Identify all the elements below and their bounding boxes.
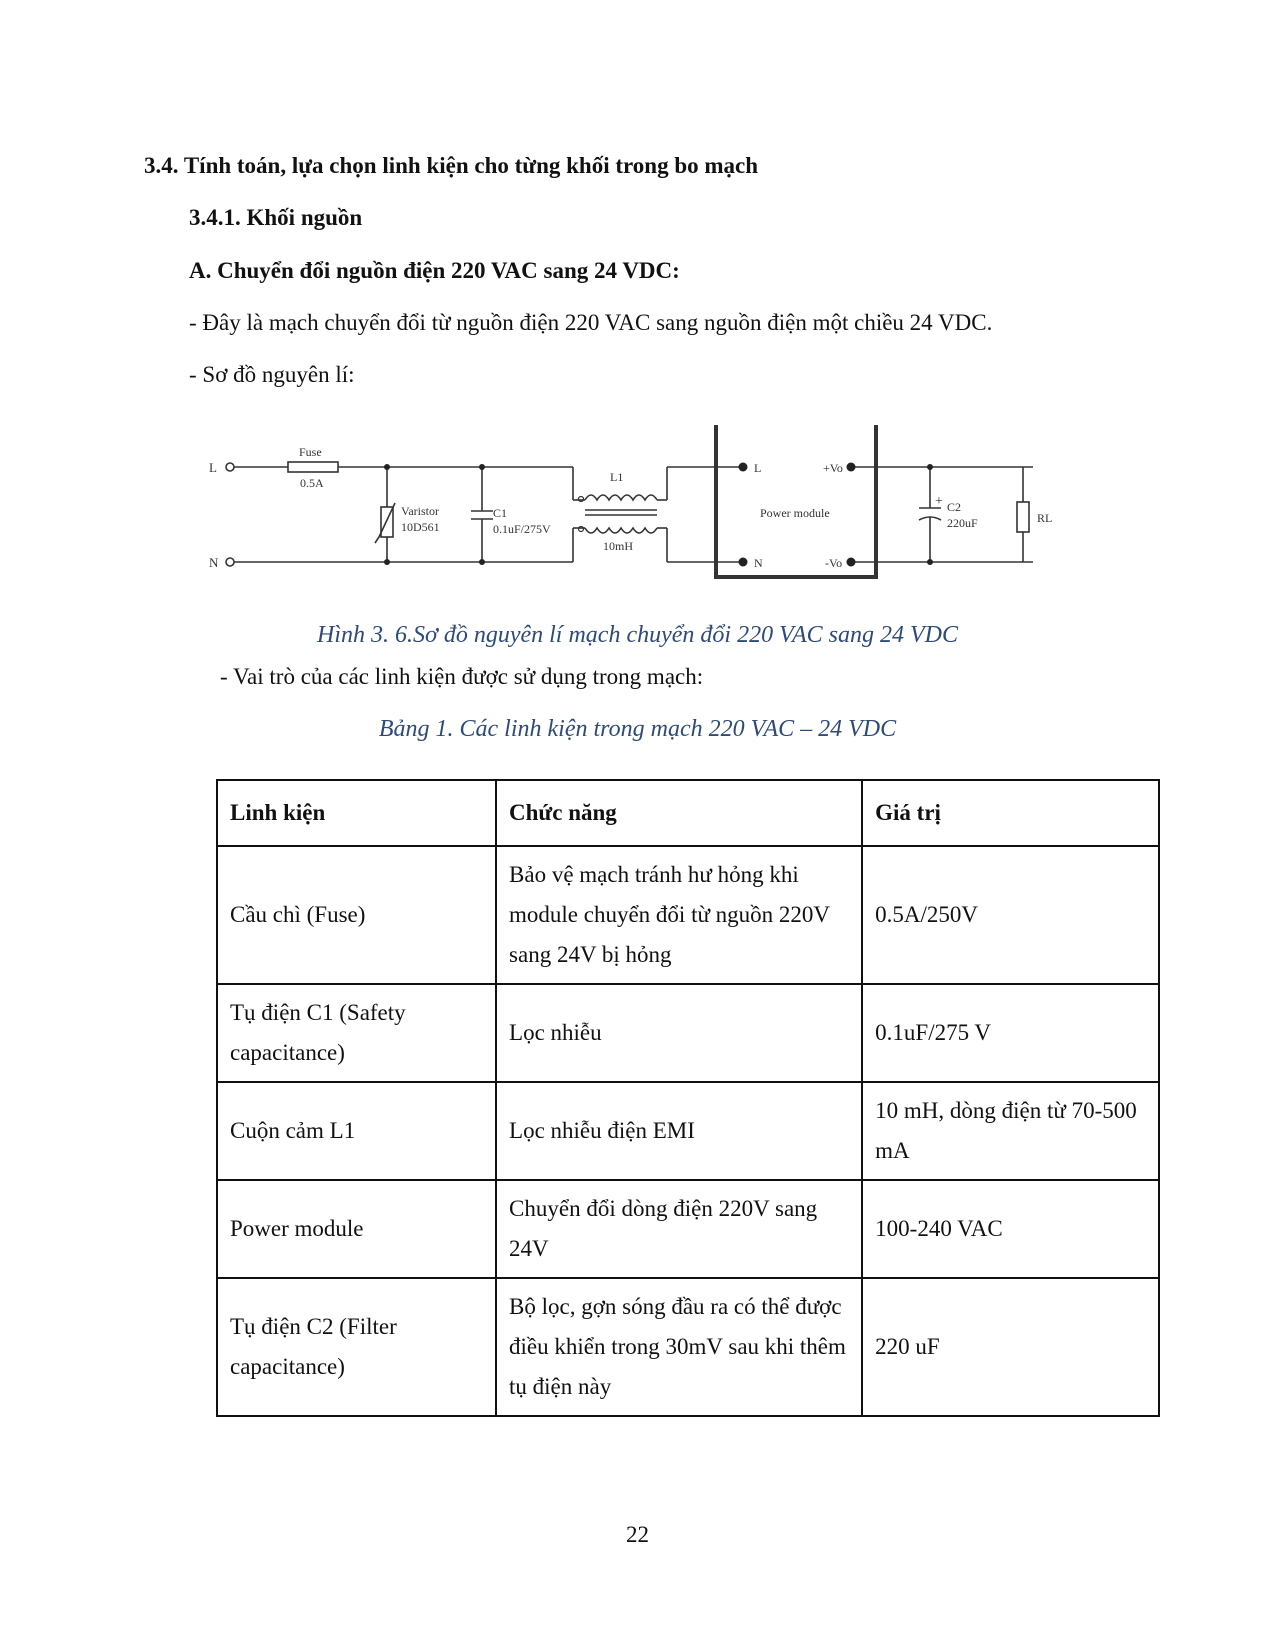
cell-function: Chuyển đổi dòng điện 220V sang 24V (496, 1180, 862, 1278)
table-row (217, 1278, 1159, 1416)
paragraph-description: - Đây là mạch chuyển đổi từ nguồn điện 220 VAC sang nguồn điện một chiều 24 VDC. (189, 310, 993, 335)
cell-function: Lọc nhiễu điện EMI (496, 1082, 862, 1180)
cell-value: 0.5A/250V (862, 846, 1159, 984)
terminal-L (226, 463, 234, 471)
label-l1: L1 (610, 470, 624, 484)
label-varistor: Varistor (401, 504, 439, 518)
cell-component: Power module (217, 1180, 496, 1278)
fuse-symbol (288, 462, 338, 472)
section-title: 3.4. Tính toán, lựa chọn linh kiện cho từng khối trong bo mạch (144, 153, 759, 178)
table-row (217, 846, 1159, 984)
cell-component: Cầu chì (Fuse) (217, 846, 496, 984)
cell-component: Tụ điện C1 (Safety capacitance) (217, 984, 496, 1082)
l1-coil-top (585, 495, 657, 500)
label-varistor-value: 10D561 (401, 520, 440, 534)
part-heading: A. Chuyển đổi nguồn điện 220 VAC sang 24 VDC: (189, 258, 680, 283)
label-power-module: Power module (760, 506, 830, 520)
label-c1-value: 0.1uF/275V (493, 522, 551, 536)
label-L: L (209, 460, 217, 475)
cell-component: Cuộn cảm L1 (217, 1082, 496, 1180)
pin-von-dot (847, 558, 856, 567)
label-l1-value: 10mH (603, 539, 633, 553)
table-caption: Bảng 1. Các linh kiện trong mạch 220 VAC – 24 VDC (378, 716, 897, 742)
label-fuse: Fuse (299, 445, 322, 459)
l1-coil-bottom (585, 528, 657, 533)
rl-resistor (1017, 502, 1029, 532)
label-c1: C1 (493, 506, 508, 520)
cell-function: Bộ lọc, gợn sóng đầu ra có thể được điều khiển trong 30mV sau khi thêm tụ điện này (496, 1278, 862, 1416)
pin-vop-dot (847, 463, 856, 472)
cell-function: Bảo vệ mạch tránh hư hỏng khi module chuyển đổi từ nguồn 220V sang 24V bị hỏng (496, 846, 862, 984)
cell-value: 0.1uF/275 V (862, 984, 1159, 1082)
power-module-box (716, 425, 876, 577)
label-rl: RL (1037, 511, 1053, 525)
label-pin-vop: +Vo (823, 461, 843, 475)
label-c2-value: 220uF (947, 516, 978, 530)
label-pin-L: L (754, 461, 762, 475)
subsection-title: 3.4.1. Khối nguồn (189, 205, 363, 230)
label-N: N (209, 555, 219, 570)
label-pin-von: -Vo (825, 556, 843, 570)
paragraph-schematic-intro: - Sơ đồ nguyên lí: (189, 362, 355, 387)
label-c2-plus: + (935, 494, 943, 509)
table-header-row (217, 780, 1159, 846)
label-c2: C2 (947, 500, 962, 514)
paragraph-components-role: - Vai trò của các linh kiện được sử dụng trong mạch: (220, 664, 704, 689)
table-row (217, 1082, 1159, 1180)
label-fuse-value: 0.5A (300, 476, 324, 490)
table-row (217, 984, 1159, 1082)
header-value: Giá trị (862, 780, 1159, 846)
terminal-N (226, 558, 234, 566)
pin-N-dot (739, 558, 748, 567)
figure-caption: Hình 3. 6.Sơ đồ nguyên lí mạch chuyển đổi 220 VAC sang 24 VDC (317, 622, 958, 648)
cell-value: 220 uF (862, 1278, 1159, 1416)
table-row (217, 1180, 1159, 1278)
cell-value: 10 mH, dòng điện từ 70-500 mA (862, 1082, 1159, 1180)
label-pin-N: N (754, 556, 763, 570)
header-function: Chức năng (496, 780, 862, 846)
cell-value: 100-240 VAC (862, 1180, 1159, 1278)
cell-function: Lọc nhiễu (496, 984, 862, 1082)
page-number: 22 (626, 1522, 649, 1547)
header-component: Linh kiện (217, 780, 496, 846)
pin-L-dot (739, 463, 748, 472)
components-table (216, 779, 1160, 1417)
cell-component: Tụ điện C2 (Filter capacitance) (217, 1278, 496, 1416)
circuit-schematic (205, 425, 1085, 600)
